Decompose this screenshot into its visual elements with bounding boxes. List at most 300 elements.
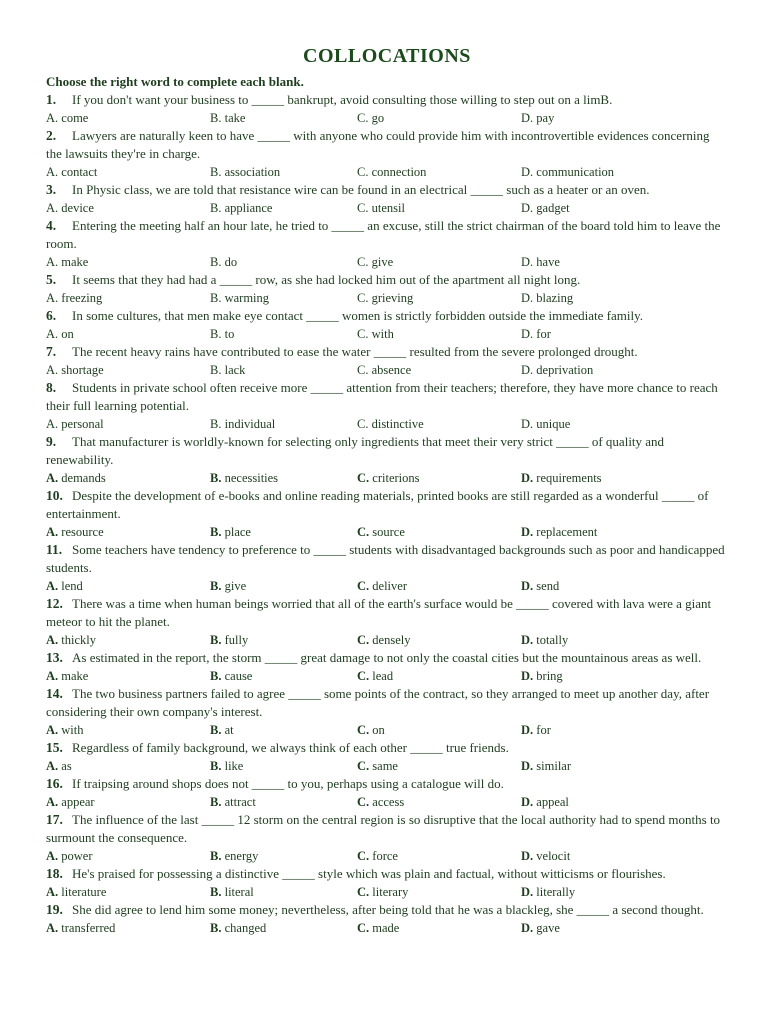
option-text: velocit (536, 849, 571, 863)
option-text: gave (536, 921, 560, 935)
option-text: blazing (536, 291, 574, 305)
question-text: Entering the meeting half an hour late, he tried to _____ an excuse, still the strict chairman of the board told him to leave the room. (46, 218, 721, 251)
option-letter: C. (357, 471, 370, 485)
option-letter: B. (210, 795, 222, 809)
answer-option-b (210, 415, 357, 433)
option-letter: C. (357, 363, 369, 377)
question-text: Despite the development of e-books and online reading materials, printed books are still regarded as a wonderful _____ of entertainment. (46, 488, 709, 521)
question-text-line (46, 865, 728, 883)
answer-option-c (357, 793, 521, 811)
answer-option-c (357, 667, 521, 685)
answer-option-c (357, 361, 521, 379)
option-text: gadget (536, 201, 570, 215)
option-text: as (61, 759, 72, 773)
option-letter: C. (357, 759, 370, 773)
answer-options (46, 919, 728, 937)
option-text: association (224, 165, 281, 179)
answer-options (46, 577, 728, 595)
question-text: He's praised for possessing a distinctive _____ style which was plain and factual, without witticisms or flourishes. (72, 866, 666, 881)
answer-option-a (46, 919, 210, 937)
question-text-line (46, 487, 728, 523)
answer-option-c (357, 253, 521, 271)
answer-option-d (521, 361, 671, 379)
answer-option-c (357, 757, 521, 775)
option-text: attract (224, 795, 256, 809)
answer-option-d (521, 919, 671, 937)
option-letter: A. (46, 525, 59, 539)
question-number: 9. (46, 434, 57, 449)
option-text: literally (536, 885, 576, 899)
question-text: The influence of the last _____ 12 storm on the central region is so disruptive that the local authority had to spend months to surmount the consequence. (46, 812, 721, 845)
question-item (46, 181, 728, 217)
answer-option-b (210, 721, 357, 739)
option-text: warming (224, 291, 270, 305)
question-item (46, 901, 728, 937)
answer-option-a (46, 793, 210, 811)
question-text-line (46, 127, 728, 163)
option-text: make (61, 255, 89, 269)
option-text: give (371, 255, 394, 269)
answer-option-d (521, 883, 671, 901)
answer-options (46, 469, 728, 487)
option-letter: C. (357, 327, 369, 341)
option-letter: C. (357, 165, 369, 179)
option-letter: B. (210, 723, 222, 737)
question-text: It seems that they had had a _____ row, as she had locked him out of the apartment all night long. (72, 272, 581, 287)
option-text: communication (536, 165, 615, 179)
answer-option-b (210, 919, 357, 937)
option-text: similar (536, 759, 571, 773)
option-letter: A. (46, 417, 59, 431)
answer-options (46, 523, 728, 541)
answer-option-c (357, 289, 521, 307)
option-letter: B. (210, 921, 222, 935)
option-letter: D. (521, 849, 534, 863)
option-letter: A. (46, 633, 59, 647)
option-text: literary (372, 885, 409, 899)
option-text: with (61, 723, 84, 737)
option-letter: C. (357, 579, 370, 593)
answer-option-a (46, 883, 210, 901)
question-text-line (46, 811, 728, 847)
question-item (46, 433, 728, 487)
option-text: appear (61, 795, 95, 809)
option-text: replacement (536, 525, 598, 539)
option-letter: D. (521, 255, 534, 269)
answer-option-b (210, 109, 357, 127)
answer-option-d (521, 667, 671, 685)
answer-options (46, 631, 728, 649)
option-letter: A. (46, 255, 59, 269)
option-text: densely (372, 633, 411, 647)
question-item (46, 271, 728, 307)
question-number: 3. (46, 182, 57, 197)
option-text: at (224, 723, 234, 737)
question-number: 10. (46, 488, 63, 503)
option-text: requirements (536, 471, 602, 485)
answer-option-d (521, 631, 671, 649)
answer-option-a (46, 721, 210, 739)
option-letter: B. (210, 327, 222, 341)
answer-option-b (210, 199, 357, 217)
option-text: for (536, 723, 551, 737)
option-text: distinctive (371, 417, 424, 431)
instruction-text: Choose the right word to complete each blank. (46, 74, 304, 89)
answer-option-a (46, 523, 210, 541)
option-text: grieving (371, 291, 414, 305)
option-text: deprivation (536, 363, 594, 377)
option-letter: A. (46, 921, 59, 935)
option-letter: C. (357, 201, 369, 215)
option-letter: D. (521, 165, 534, 179)
option-letter: B. (210, 525, 222, 539)
option-text: utensil (371, 201, 405, 215)
question-text-line (46, 433, 728, 469)
option-letter: C. (357, 417, 369, 431)
option-text: demands (61, 471, 106, 485)
option-letter: D. (521, 921, 534, 935)
option-text: source (372, 525, 405, 539)
answer-option-b (210, 883, 357, 901)
question-text: Students in private school often receive more _____ attention from their teachers; therefore, they have more chance to reach their full learning potential. (46, 380, 718, 413)
option-text: freezing (61, 291, 103, 305)
answer-options (46, 883, 728, 901)
answer-option-d (521, 523, 671, 541)
question-text-line (46, 739, 728, 757)
question-text-line (46, 307, 728, 325)
option-letter: A. (46, 723, 59, 737)
option-text: take (224, 111, 246, 125)
question-text-line (46, 379, 728, 415)
option-letter: C. (357, 633, 370, 647)
answer-option-a (46, 361, 210, 379)
option-text: do (224, 255, 238, 269)
question-number: 5. (46, 272, 57, 287)
option-letter: C. (357, 723, 370, 737)
option-letter: C. (357, 921, 370, 935)
option-letter: A. (46, 291, 59, 305)
option-text: power (61, 849, 93, 863)
question-text: Regardless of family background, we always think of each other _____ true friends. (72, 740, 509, 755)
option-text: to (224, 327, 235, 341)
question-text: As estimated in the report, the storm _____ great damage to not only the coastal cities but the mountainous areas as well. (72, 650, 702, 665)
answer-option-c (357, 199, 521, 217)
option-text: appeal (536, 795, 569, 809)
question-item (46, 649, 728, 685)
question-text: If traipsing around shops does not _____ to you, perhaps using a catalogue will do. (72, 776, 504, 791)
option-letter: D. (521, 723, 534, 737)
question-number: 16. (46, 776, 63, 791)
option-letter: A. (46, 201, 59, 215)
option-text: appliance (224, 201, 273, 215)
question-text: In some cultures, that men make eye contact _____ women is strictly forbidden outside the immediate family. (72, 308, 644, 323)
answer-option-c (357, 469, 521, 487)
option-text: come (61, 111, 89, 125)
option-letter: C. (357, 885, 370, 899)
answer-option-c (357, 325, 521, 343)
option-letter: B. (210, 255, 222, 269)
answer-options (46, 667, 728, 685)
question-text-line (46, 541, 728, 577)
answer-options (46, 253, 728, 271)
answer-option-b (210, 793, 357, 811)
question-number: 6. (46, 308, 57, 323)
option-letter: B. (210, 363, 222, 377)
answer-option-b (210, 163, 357, 181)
question-text: If you don't want your business to _____ bankrupt, avoid consulting those willing to step out on a limB. (72, 92, 613, 107)
option-letter: C. (357, 291, 369, 305)
question-item (46, 739, 728, 775)
option-letter: A. (46, 795, 59, 809)
option-letter: A. (46, 885, 59, 899)
answer-option-c (357, 415, 521, 433)
answer-option-b (210, 523, 357, 541)
question-text: There was a time when human beings worried that all of the earth's surface would be _____ covered with lava were a giant meteor to hit the planet. (46, 596, 712, 629)
option-text: place (224, 525, 251, 539)
option-text: fully (224, 633, 249, 647)
answer-option-c (357, 523, 521, 541)
option-text: transferred (61, 921, 116, 935)
answer-options (46, 757, 728, 775)
option-letter: B. (210, 633, 222, 647)
question-item (46, 379, 728, 433)
answer-option-d (521, 289, 671, 307)
option-letter: D. (521, 471, 534, 485)
option-letter: C. (357, 111, 369, 125)
option-letter: B. (210, 111, 222, 125)
option-letter: D. (521, 327, 534, 341)
answer-option-b (210, 469, 357, 487)
option-letter: C. (357, 795, 370, 809)
option-text: made (372, 921, 400, 935)
option-letter: D. (521, 291, 534, 305)
question-number: 8. (46, 380, 57, 395)
answer-option-a (46, 109, 210, 127)
option-letter: D. (521, 633, 534, 647)
option-letter: C. (357, 849, 370, 863)
option-letter: D. (521, 579, 534, 593)
answer-options (46, 163, 728, 181)
question-text-line (46, 775, 728, 793)
option-text: same (372, 759, 398, 773)
question-item (46, 307, 728, 343)
answer-option-b (210, 757, 357, 775)
answer-option-c (357, 919, 521, 937)
question-text: She did agree to lend him some money; nevertheless, after being told that he was a blackleg, she _____ a second thought. (72, 902, 704, 917)
answer-option-b (210, 577, 357, 595)
question-number: 18. (46, 866, 63, 881)
answer-options (46, 289, 728, 307)
option-text: bring (536, 669, 563, 683)
answer-option-a (46, 289, 210, 307)
answer-option-a (46, 163, 210, 181)
option-text: shortage (61, 363, 104, 377)
option-text: device (61, 201, 94, 215)
answer-option-d (521, 469, 671, 487)
question-text: That manufacturer is worldly-known for selecting only ingredients that meet their very strict _____ of quality and renewability. (46, 434, 665, 467)
option-text: with (371, 327, 394, 341)
answer-option-b (210, 289, 357, 307)
option-letter: C. (357, 669, 370, 683)
answer-option-d (521, 109, 671, 127)
option-letter: B. (210, 579, 222, 593)
answer-option-d (521, 325, 671, 343)
question-text-line (46, 91, 728, 109)
answer-options (46, 361, 728, 379)
option-letter: A. (46, 759, 59, 773)
answer-option-b (210, 325, 357, 343)
answer-option-c (357, 721, 521, 739)
question-number: 7. (46, 344, 57, 359)
option-text: go (371, 111, 385, 125)
option-text: send (536, 579, 560, 593)
option-letter: A. (46, 849, 59, 863)
answer-option-a (46, 469, 210, 487)
answer-option-a (46, 325, 210, 343)
question-text: The recent heavy rains have contributed to ease the water _____ resulted from the severe prolonged drought. (72, 344, 638, 359)
question-number: 17. (46, 812, 63, 827)
option-text: contact (61, 165, 98, 179)
option-letter: D. (521, 669, 534, 683)
question-number: 2. (46, 128, 57, 143)
option-text: necessities (224, 471, 279, 485)
option-letter: B. (210, 849, 222, 863)
question-item (46, 541, 728, 595)
answer-option-c (357, 109, 521, 127)
answer-option-d (521, 163, 671, 181)
answer-options (46, 199, 728, 217)
question-text: Lawyers are naturally keen to have _____ with anyone who could provide him with incontrovertible evidences concerning the lawsuits they're in charge. (46, 128, 710, 161)
option-letter: B. (210, 291, 222, 305)
answer-option-b (210, 361, 357, 379)
answer-option-d (521, 847, 671, 865)
option-text: make (61, 669, 89, 683)
question-item (46, 811, 728, 865)
question-number: 15. (46, 740, 63, 755)
option-letter: D. (521, 201, 534, 215)
option-text: unique (536, 417, 571, 431)
answer-option-a (46, 577, 210, 595)
answer-option-c (357, 883, 521, 901)
option-letter: B. (210, 201, 222, 215)
option-text: pay (536, 111, 555, 125)
option-text: totally (536, 633, 569, 647)
option-text: literature (61, 885, 107, 899)
question-number: 19. (46, 902, 63, 917)
page-title: COLLOCATIONS (303, 45, 471, 67)
option-text: changed (224, 921, 267, 935)
question-text-line (46, 217, 728, 253)
option-text: lead (372, 669, 394, 683)
question-item (46, 595, 728, 649)
option-text: individual (224, 417, 276, 431)
option-text: absence (371, 363, 412, 377)
option-text: on (61, 327, 74, 341)
answer-option-a (46, 757, 210, 775)
option-letter: D. (521, 885, 534, 899)
question-item (46, 685, 728, 739)
question-item (46, 487, 728, 541)
question-item (46, 217, 728, 271)
option-text: force (372, 849, 398, 863)
option-text: personal (61, 417, 104, 431)
option-letter: C. (357, 255, 369, 269)
option-text: connection (371, 165, 427, 179)
answer-option-c (357, 631, 521, 649)
answer-option-c (357, 847, 521, 865)
option-text: cause (224, 669, 253, 683)
question-text-line (46, 343, 728, 361)
question-text-line (46, 181, 728, 199)
option-text: lend (61, 579, 83, 593)
option-letter: B. (210, 417, 222, 431)
option-letter: B. (210, 669, 222, 683)
answer-options (46, 793, 728, 811)
option-text: on (372, 723, 385, 737)
answer-options (46, 415, 728, 433)
option-letter: B. (210, 759, 222, 773)
question-number: 1. (46, 92, 57, 107)
question-text-line (46, 271, 728, 289)
question-item (46, 127, 728, 181)
option-letter: D. (521, 525, 534, 539)
question-item (46, 775, 728, 811)
answer-options (46, 721, 728, 739)
option-text: give (224, 579, 247, 593)
option-letter: D. (521, 759, 534, 773)
answer-option-d (521, 253, 671, 271)
answer-option-c (357, 577, 521, 595)
answer-option-d (521, 415, 671, 433)
answer-option-b (210, 631, 357, 649)
question-text: The two business partners failed to agree _____ some points of the contract, so they arranged to meet up another day, after considering their own company's interest. (46, 686, 710, 719)
answer-option-d (521, 577, 671, 595)
answer-option-d (521, 793, 671, 811)
option-text: have (536, 255, 560, 269)
answer-option-c (357, 163, 521, 181)
option-letter: D. (521, 417, 534, 431)
answer-option-a (46, 415, 210, 433)
answer-option-b (210, 847, 357, 865)
question-text-line (46, 685, 728, 721)
question-item (46, 343, 728, 379)
answer-options (46, 847, 728, 865)
option-text: access (372, 795, 405, 809)
option-text: lack (224, 363, 246, 377)
option-letter: B. (210, 165, 222, 179)
option-letter: A. (46, 165, 59, 179)
option-letter: B. (210, 471, 222, 485)
question-number: 11. (46, 542, 63, 557)
option-text: for (536, 327, 551, 341)
option-letter: C. (357, 525, 370, 539)
answer-option-d (521, 721, 671, 739)
option-text: thickly (61, 633, 96, 647)
answer-options (46, 325, 728, 343)
question-item (46, 865, 728, 901)
question-text-line (46, 595, 728, 631)
option-text: like (224, 759, 244, 773)
option-letter: A. (46, 327, 59, 341)
answer-option-b (210, 253, 357, 271)
option-letter: A. (46, 111, 59, 125)
answer-option-a (46, 847, 210, 865)
option-text: literal (224, 885, 254, 899)
option-text: criterions (372, 471, 420, 485)
option-letter: D. (521, 795, 534, 809)
option-text: resource (61, 525, 104, 539)
option-letter: B. (210, 885, 222, 899)
